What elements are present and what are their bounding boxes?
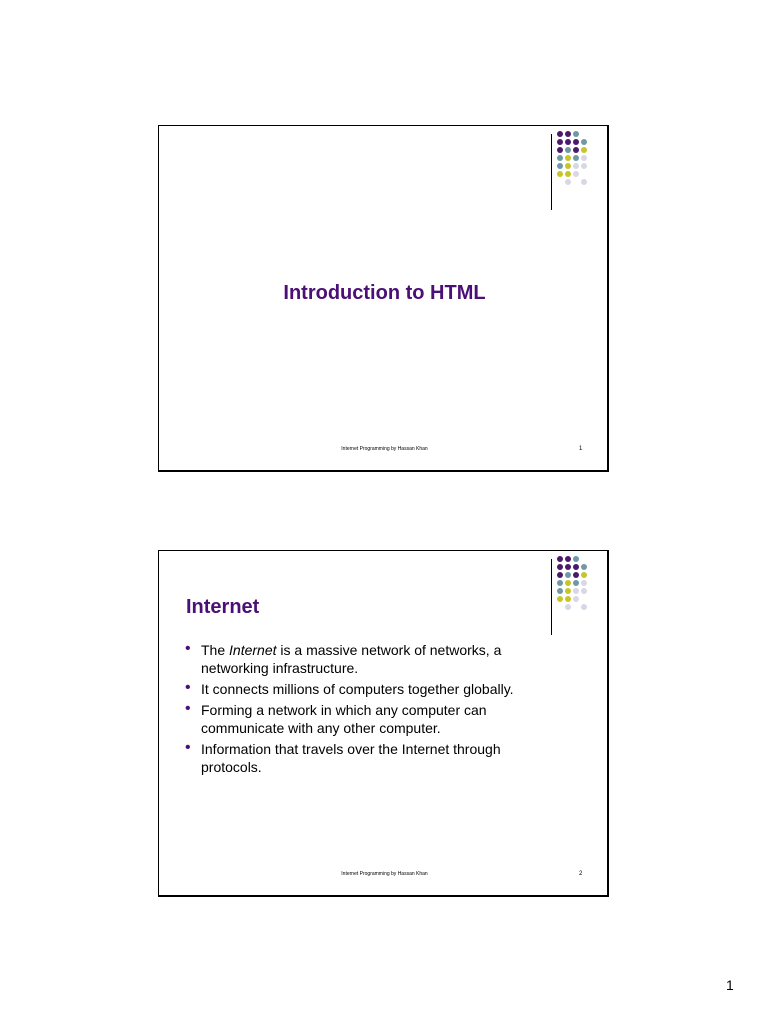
decorative-dot — [565, 556, 571, 562]
bullet-list — [185, 641, 565, 779]
decorative-dot — [581, 147, 587, 153]
decorative-dot — [557, 596, 563, 602]
decorative-dot — [565, 171, 571, 177]
bullet-item — [185, 680, 565, 698]
bullet-text-italic: Internet — [229, 642, 277, 658]
decorative-dot — [565, 147, 571, 153]
decorative-dot — [557, 588, 563, 594]
slide-heading: Internet — [186, 596, 260, 618]
decorative-dot — [581, 588, 587, 594]
bullet-icon: • — [185, 679, 191, 696]
decorative-dot — [557, 580, 563, 586]
decorative-dot — [573, 580, 579, 586]
decorative-dot — [573, 163, 579, 169]
decorative-dot — [565, 564, 571, 570]
decorative-dot — [581, 155, 587, 161]
bullet-item — [185, 701, 565, 737]
decorative-dot — [565, 163, 571, 169]
decorative-dot — [581, 604, 587, 610]
decorative-dot — [581, 163, 587, 169]
decorative-dot — [565, 155, 571, 161]
decorative-dot — [581, 572, 587, 578]
decorative-dot — [557, 171, 563, 177]
decorative-dot — [557, 163, 563, 169]
slide-2 — [158, 550, 609, 897]
slide-divider-line — [551, 559, 552, 635]
decorative-dot — [573, 131, 579, 137]
slide-divider-line — [551, 134, 552, 210]
bullet-item — [185, 641, 565, 677]
bullet-text: It connects millions of computers together globally. — [201, 681, 514, 697]
decorative-dot — [573, 556, 579, 562]
decorative-dot — [581, 139, 587, 145]
decorative-dot — [557, 147, 563, 153]
decorative-dot — [565, 139, 571, 145]
decorative-dot — [565, 588, 571, 594]
page-number: 1 — [726, 977, 734, 993]
decorative-dot — [581, 179, 587, 185]
bullet-text: Information that travels over the Internet through protocols. — [201, 741, 501, 775]
decorative-dot — [557, 572, 563, 578]
decorative-dot — [557, 131, 563, 137]
decorative-dot — [565, 572, 571, 578]
decorative-dot — [565, 604, 571, 610]
decorative-dot — [573, 572, 579, 578]
decorative-dot — [573, 596, 579, 602]
slide-number: 2 — [579, 871, 583, 877]
bullet-text-before: The — [201, 642, 230, 658]
decorative-dot — [573, 171, 579, 177]
decorative-dot — [565, 596, 571, 602]
bullet-text: Forming a network in which any computer can communicate with any other computer. — [201, 702, 487, 736]
decorative-dot — [573, 147, 579, 153]
decorative-dot — [557, 155, 563, 161]
decorative-dot — [573, 139, 579, 145]
decorative-dot — [565, 131, 571, 137]
decorative-dot — [573, 155, 579, 161]
decorative-dot — [573, 588, 579, 594]
bullet-item — [185, 740, 565, 776]
bullet-icon: • — [185, 640, 191, 657]
slide-number: 1 — [579, 446, 583, 452]
decorative-dot — [581, 564, 587, 570]
slide-footer: Internet Programming by Hassan Khan — [341, 446, 428, 452]
decorative-dot-grid — [557, 131, 605, 203]
decorative-dot — [557, 564, 563, 570]
decorative-dot — [573, 564, 579, 570]
decorative-dot — [565, 580, 571, 586]
bullet-icon: • — [185, 700, 191, 717]
slide-footer: Internet Programming by Hassan Khan — [341, 871, 428, 877]
decorative-dot — [557, 139, 563, 145]
slide-1 — [158, 125, 609, 472]
decorative-dot — [565, 179, 571, 185]
decorative-dot — [581, 580, 587, 586]
decorative-dot-grid — [557, 556, 605, 628]
decorative-dot — [557, 556, 563, 562]
bullet-icon: • — [185, 739, 191, 756]
bullet-text-after: is a massive network of networks, a networking infrastructure. — [201, 642, 502, 676]
slide-title: Introduction to HTML — [283, 282, 486, 304]
